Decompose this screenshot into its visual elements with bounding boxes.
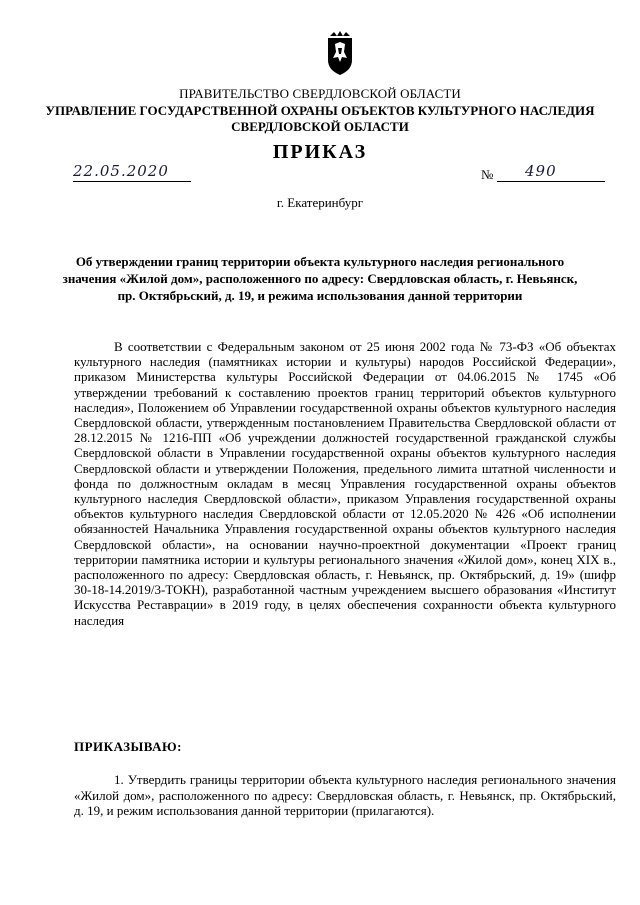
document-type: ПРИКАЗ — [272, 141, 368, 163]
department-name — [0, 103, 640, 135]
document-title: Об утверждении границ территории объекта культурного наследия регионального значения «Жилой дом», расположенного по адресу: Свердловская область, г. Невьянск, пр. Октябрьский, д. 19, и режима использования данной территории — [62, 254, 578, 303]
orders-heading: ПРИКАЗЫВАЮ: — [74, 739, 182, 754]
government-name: ПРАВИТЕЛЬСТВО СВЕРДЛОВСКОЙ ОБЛАСТИ — [179, 86, 461, 101]
handwritten-number: 490 — [525, 162, 557, 180]
handwritten-date: 22.05.2020 — [73, 162, 169, 180]
city: г. Екатеринбург — [276, 195, 364, 210]
order-item-1: 1. Утвердить границы территории объекта культурного наследия регионального значения «Жилой дом», расположенного по адресу: Свердловская область, г. Невьянск, пр. Октябрьский, д. 19, и режим использования данной территории (прилагаются). — [74, 772, 616, 818]
number-field — [497, 163, 605, 182]
department-line-2: СВЕРДЛОВСКОЙ ОБЛАСТИ — [231, 119, 409, 134]
date-field — [73, 163, 191, 182]
preamble-paragraph: В соответствии с Федеральным законом от 25 июня 2002 года № 73-ФЗ «Об объектах культурного наследия (памятниках истории и культуры) народов Российской Федерации», приказом Министерства культуры Российской Федерации от 04.06.2015 № 1745 «Об утверждении требований к составлению проектов границ территорий объектов культурного наследия», Положением об Управлении государственной охраны объектов культурного наследия Свердловской области, утвержденным постановлением Правительства Свердловской области от 28.12.2015 № 1216-ПП «Об учреждении должностей государственной гражданской службы Свердловской области в Управлении государственной охраны объектов культурного наследия Свердловской области и утверждении Положения, предельного лимита штатной численности и фонда по должностным окладам в месяц Управления государственной охраны объектов культурного наследия Свердловской области», приказом Управления государственной охраны объектов культурного наследия Свердловской области от 12.05.2020 № 426 «Об исполнении обязанностей Начальника Управления государственной охраны объектов культурного наследия Свердловской области», на основании научно-проектной документации «Проект границ территории памятника истории и культуры регионального значения «Жилой дом», конец XIX в., расположенного по адресу: Свердловская область, г. Невьянск, пр. Октябрьский, д. 19» (шифр 30-18-14.2019/3-ТОКН), разработанной частным учреждением высшего образования «Институт Искусства Реставрации» в 2019 году, в целях обеспечения сохранности объекта культурного наследия — [74, 339, 616, 628]
number-label: № — [481, 167, 494, 182]
department-line-1: УПРАВЛЕНИЕ ГОСУДАРСТВЕННОЙ ОХРАНЫ ОБЪЕКТОВ КУЛЬТУРНОГО НАСЛЕДИЯ — [45, 103, 595, 118]
coat-of-arms-icon — [326, 30, 354, 76]
